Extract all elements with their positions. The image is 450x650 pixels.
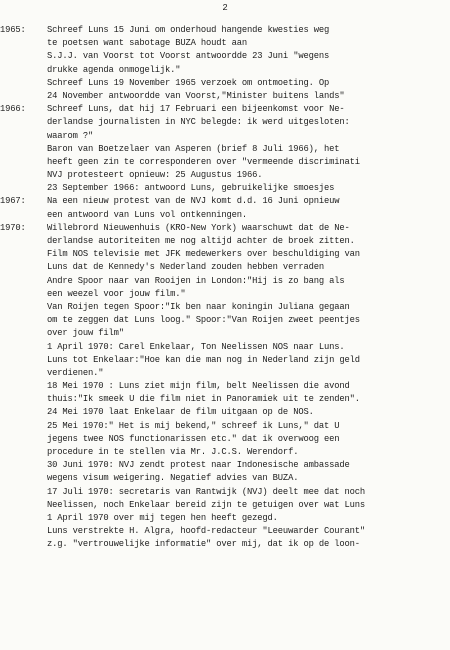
document-line bbox=[0, 50, 450, 63]
year-marker: 1967: bbox=[0, 196, 26, 207]
document-line bbox=[0, 156, 450, 169]
document-line bbox=[0, 195, 450, 208]
document-line bbox=[0, 367, 450, 380]
line-text: drukke agenda onmogelijk." bbox=[47, 64, 181, 75]
document-line bbox=[0, 499, 450, 512]
page-number: 2 bbox=[222, 3, 228, 13]
line-text: Baron van Boetzelaer van Asperen (brief 8 Juli 1966), het bbox=[47, 143, 340, 154]
line-text: Neelissen, noch Enkelaar bereid zijn te getuigen over wat Luns bbox=[47, 499, 365, 510]
line-text: Andre Spoor naar van Rooijen in London:"Hij is zo bang als bbox=[47, 275, 345, 286]
document-line bbox=[0, 90, 450, 103]
document-line bbox=[0, 380, 450, 393]
document-line bbox=[0, 222, 450, 235]
year-marker: 1970: bbox=[0, 222, 26, 233]
document-line bbox=[0, 327, 450, 340]
line-text: 25 Mei 1970:" Het is mij bekend," schreef ik Luns," dat U bbox=[47, 420, 340, 431]
document-line bbox=[0, 130, 450, 143]
document-line bbox=[0, 420, 450, 433]
document-line bbox=[0, 354, 450, 367]
line-text: over jouw film" bbox=[47, 328, 124, 339]
line-text: Luns verstrekte H. Algra, hoofd-redacteur "Leeuwarder Courant" bbox=[47, 526, 365, 537]
document-line bbox=[0, 37, 450, 50]
line-text: procedure in te stellen via Mr. J.C.S. Werendorf. bbox=[47, 447, 299, 457]
line-text: S.J.J. van Voorst tot Voorst antwoordde 23 Juni "wegens bbox=[47, 51, 330, 62]
line-text: verdienen." bbox=[47, 367, 104, 378]
line-text: z.g. "vertrouwelijke informatie" over mij, dat ik op de loon- bbox=[47, 539, 360, 550]
document-line bbox=[0, 103, 450, 116]
line-text: thuis:"Ik smeek U die film niet in Panoramiek uit te zenden". bbox=[47, 394, 360, 405]
line-text: 1 April 1970 over mij tegen hen heeft gezegd. bbox=[47, 512, 278, 523]
line-text: NVJ protesteert opnieuw: 25 Augustus 1966. bbox=[47, 170, 263, 181]
line-text: 24 November antwoordde van Voorst,"Minister buitens lands" bbox=[47, 90, 345, 101]
document-line bbox=[0, 393, 450, 406]
document-line bbox=[0, 288, 450, 301]
line-text: derlandse autoriteiten me nog altijd achter de broek zitten. bbox=[47, 236, 355, 246]
document-line bbox=[0, 182, 450, 195]
document-line bbox=[0, 169, 450, 182]
document-line bbox=[0, 64, 450, 77]
document-line bbox=[0, 341, 450, 354]
line-text: Willebrord Nieuwenhuis (KRO-New York) waarschuwt dat de Ne- bbox=[47, 222, 350, 233]
line-text: Van Roijen tegen Spoor:"Ik ben naar koningin Juliana gegaan bbox=[47, 301, 350, 312]
document-line bbox=[0, 143, 450, 156]
line-text: jegens twee NOS functionarissen etc." dat ik overwoog een bbox=[47, 433, 340, 444]
line-text: een antwoord van Luns vol ontkenningen. bbox=[47, 209, 248, 220]
line-text: derlandse journalisten in NYC belegde: ik werd uitgesloten: bbox=[47, 117, 350, 128]
line-text: Schreef Luns 19 November 1965 verzoek om ontmoeting. Op bbox=[47, 77, 330, 88]
document-line bbox=[0, 314, 450, 327]
line-text: 18 Mei 1970 : Luns ziet mijn film, belt Neelissen die avond bbox=[47, 381, 350, 392]
line-text: 23 September 1966: antwoord Luns, gebruikelijke smoesjes bbox=[47, 183, 335, 194]
document-line bbox=[0, 459, 450, 472]
document-line bbox=[0, 301, 450, 314]
document-line bbox=[0, 472, 450, 485]
line-text: om te zeggen dat Luns loog." Spoor:"Van Roijen zweet peentjes bbox=[47, 315, 360, 326]
document-line bbox=[0, 406, 450, 419]
document-line bbox=[0, 248, 450, 261]
line-text: 24 Mei 1970 laat Enkelaar de film uitgaan op de NOS. bbox=[47, 407, 314, 418]
document-line bbox=[0, 261, 450, 274]
document-line bbox=[0, 446, 450, 459]
document-line bbox=[0, 275, 450, 288]
document-line bbox=[0, 433, 450, 446]
document-line bbox=[0, 77, 450, 90]
line-text: 1 April 1970: Carel Enkelaar, Ton Neelissen NOS naar Luns. bbox=[47, 341, 345, 352]
line-text: te poetsen want sabotage BUZA houdt aan bbox=[47, 38, 248, 49]
document-line bbox=[0, 235, 450, 248]
line-text: Luns dat de Kennedy's Nederland zouden hebben verraden bbox=[47, 262, 324, 273]
year-marker: 1966: bbox=[0, 104, 26, 115]
document-line bbox=[0, 486, 450, 499]
line-text: 30 Juni 1970: NVJ zendt protest naar Indonesische ambassade bbox=[47, 460, 350, 471]
line-text: Film NOS televisie met JFK medewerkers over beschuldiging van bbox=[47, 249, 360, 260]
document-line bbox=[0, 116, 450, 129]
line-text: waarom ?" bbox=[47, 130, 94, 141]
line-text: Schreef Luns, dat hij 17 Februari een bijeenkomst voor Ne- bbox=[47, 104, 345, 115]
document-line bbox=[0, 538, 450, 551]
line-text: Na een nieuw protest van de NVJ komt d.d. 16 Juni opnieuw bbox=[47, 196, 340, 207]
line-text: wegens visum weigering. Negatief advies van BUZA. bbox=[47, 473, 299, 484]
line-text: heeft geen zin te corresponderen over "vermeende discriminati bbox=[47, 156, 360, 167]
document-line bbox=[0, 209, 450, 222]
document-line bbox=[0, 24, 450, 37]
document-line bbox=[0, 512, 450, 525]
document-line bbox=[0, 525, 450, 538]
year-marker: 1965: bbox=[0, 25, 26, 35]
line-text: een weezel voor jouw film." bbox=[47, 288, 186, 299]
line-text: Schreef Luns 15 Juni om onderhoud hangende kwesties weg bbox=[47, 25, 330, 35]
line-text: Luns tot Enkelaar:"Hoe kan die man nog in Nederland zijn geld bbox=[47, 354, 360, 365]
document-body bbox=[0, 24, 450, 552]
line-text: 17 Juli 1970: secretaris van Rantwijk (NVJ) deelt mee dat noch bbox=[47, 486, 365, 497]
